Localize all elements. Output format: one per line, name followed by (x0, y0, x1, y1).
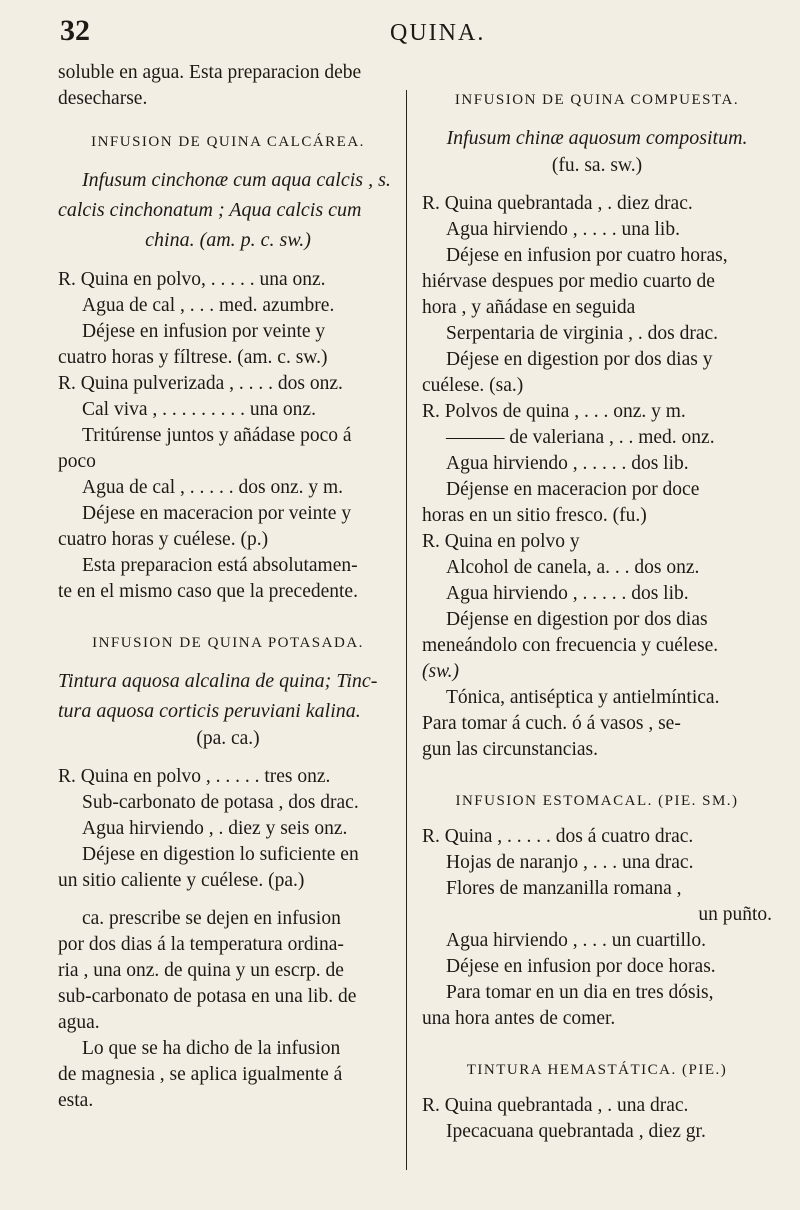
text-line: Tritúrense juntos y añádase poco á (82, 425, 352, 446)
text-line: Déjense en digestion por dos dias (446, 609, 708, 630)
recipe-line: Hojas de naranjo , . . . una drac. (446, 852, 694, 873)
latin-name: tura aquosa corticis peruviani kalina. (58, 700, 361, 722)
text-line: te en el mismo caso que la precedente. (58, 581, 358, 602)
text-line: Déjese en infusion por veinte y (82, 321, 326, 342)
text-line: Lo que se ha dicho de la infusion (82, 1038, 341, 1059)
section-heading: INFUSION DE QUINA POTASADA. (92, 635, 364, 651)
recipe-line: Cal viva , . . . . . . . . . una onz. (82, 399, 316, 420)
text-line: Esta preparacion está absolutamen- (82, 555, 358, 576)
text-line: Déjese en digestion por dos dias y (446, 349, 713, 370)
text-line: ca. prescribe se dejen en infusion (82, 908, 341, 929)
text-line: ria , una onz. de quina y un escrp. de (58, 960, 344, 981)
recipe-line: R. Quina en polvo y (422, 531, 580, 552)
text-line: meneándolo con frecuencia y cuélese. (422, 635, 719, 656)
text-line: (sw.) (422, 661, 460, 682)
recipe-line: Serpentaria de virginia , . dos drac. (446, 323, 719, 344)
latin-ref: (fu. sa. sw.) (551, 155, 643, 176)
text-line: Para tomar en un dia en tres dósis, (446, 982, 714, 1003)
text-line: gun las circunstancias. (422, 739, 598, 760)
text-line: cuatro horas y cuélese. (p.) (58, 529, 269, 550)
text-line: cuatro horas y fíltrese. (am. c. sw.) (58, 347, 328, 368)
recipe-line: R. Quina , . . . . . dos á cuatro drac. (422, 826, 694, 847)
text-line: hora , y añádase en seguida (422, 297, 636, 318)
recipe-line: ——— de valeriana , . . med. onz. (446, 427, 715, 448)
text-line: cuélese. (sa.) (422, 375, 524, 396)
text-line: esta. (58, 1090, 94, 1111)
recipe-line: un puñto. (698, 904, 772, 925)
recipe-line: R. Quina pulverizada , . . . . dos onz. (58, 373, 343, 394)
text-line: Déjese en digestion lo suficiente en (82, 844, 359, 865)
section-heading: TINTURA HEMASTÁTICA. (PIE.) (466, 1062, 728, 1078)
recipe-line: R. Quina en polvo , . . . . . tres onz. (58, 766, 331, 787)
text-line: de magnesia , se aplica igualmente á (58, 1064, 343, 1085)
section-heading: INFUSION DE QUINA CALCÁREA. (91, 134, 365, 150)
text-line: sub-carbonato de potasa en una lib. de (58, 986, 357, 1007)
column-divider (406, 90, 407, 1170)
text-line: horas en un sitio fresco. (fu.) (422, 505, 647, 526)
latin-name: china. (am. p. c. sw.) (145, 229, 311, 251)
recipe-line: Flores de manzanilla romana , (446, 878, 682, 899)
recipe-line: Agua hirviendo , . . . . una lib. (446, 219, 680, 240)
text-line: por dos dias á la temperatura ordina- (58, 934, 344, 955)
text-line: una hora antes de comer. (422, 1008, 616, 1029)
latin-name: Tintura aquosa alcalina de quina; Tinc- (58, 670, 378, 692)
right-column (422, 60, 772, 1145)
section-heading: INFUSION DE QUINA COMPUESTA. (454, 92, 740, 108)
recipe-line: Agua hirviendo , . . . . . dos lib. (446, 583, 689, 604)
text-line: Déjese en maceracion por veinte y (82, 503, 352, 524)
text-line: soluble en agua. Esta preparacion debe (58, 62, 362, 83)
latin-name: Infusum cinchonæ cum aqua calcis , s. (82, 169, 391, 191)
text-line: hiérvase despues por medio cuarto de (422, 271, 715, 292)
recipe-line: Agua hirviendo , . . . un cuartillo. (446, 930, 706, 951)
text-line: Déjense en maceracion por doce (446, 479, 700, 500)
section-heading: INFUSION ESTOMACAL. (PIE. SM.) (455, 793, 739, 809)
text-line: Déjese en infusion por doce horas. (446, 956, 716, 977)
recipe-line: Agua de cal , . . . med. azumbre. (82, 295, 335, 316)
text-line: Déjese en infusion por cuatro horas, (446, 245, 728, 266)
recipe-line: Sub-carbonato de potasa , dos drac. (82, 792, 359, 813)
latin-name: Infusum chinæ aquosum compositum. (446, 127, 748, 149)
running-head (60, 14, 760, 54)
recipe-line: R. Quina quebrantada , . una drac. (422, 1095, 689, 1116)
text-line: desecharse. (58, 88, 148, 109)
latin-ref: (pa. ca.) (196, 728, 260, 749)
recipe-line: R. Quina quebrantada , . diez drac. (422, 193, 693, 214)
recipe-line: Agua de cal , . . . . . dos onz. y m. (82, 477, 344, 498)
text-line: Tónica, antiséptica y antielmíntica. (446, 687, 720, 708)
recipe-line: R. Polvos de quina , . . . onz. y m. (422, 401, 686, 422)
latin-name: calcis cinchonatum ; Aqua calcis cum (58, 199, 362, 221)
text-line: agua. (58, 1012, 100, 1033)
text-line: un sitio caliente y cuélese. (pa.) (58, 870, 305, 891)
recipe-line: Agua hirviendo , . . . . . dos lib. (446, 453, 689, 474)
left-column (58, 60, 398, 1114)
running-title: QUINA. (390, 20, 486, 46)
text-line: poco (58, 451, 96, 472)
recipe-line: Alcohol de canela, a. . . dos onz. (446, 557, 700, 578)
recipe-line: Agua hirviendo , . diez y seis onz. (82, 818, 348, 839)
text-line: Para tomar á cuch. ó á vasos , se- (422, 713, 681, 734)
recipe-line: R. Quina en polvo, . . . . . una onz. (58, 269, 326, 290)
page-number: 32 (60, 14, 90, 47)
recipe-line: Ipecacuana quebrantada , diez gr. (446, 1121, 706, 1142)
